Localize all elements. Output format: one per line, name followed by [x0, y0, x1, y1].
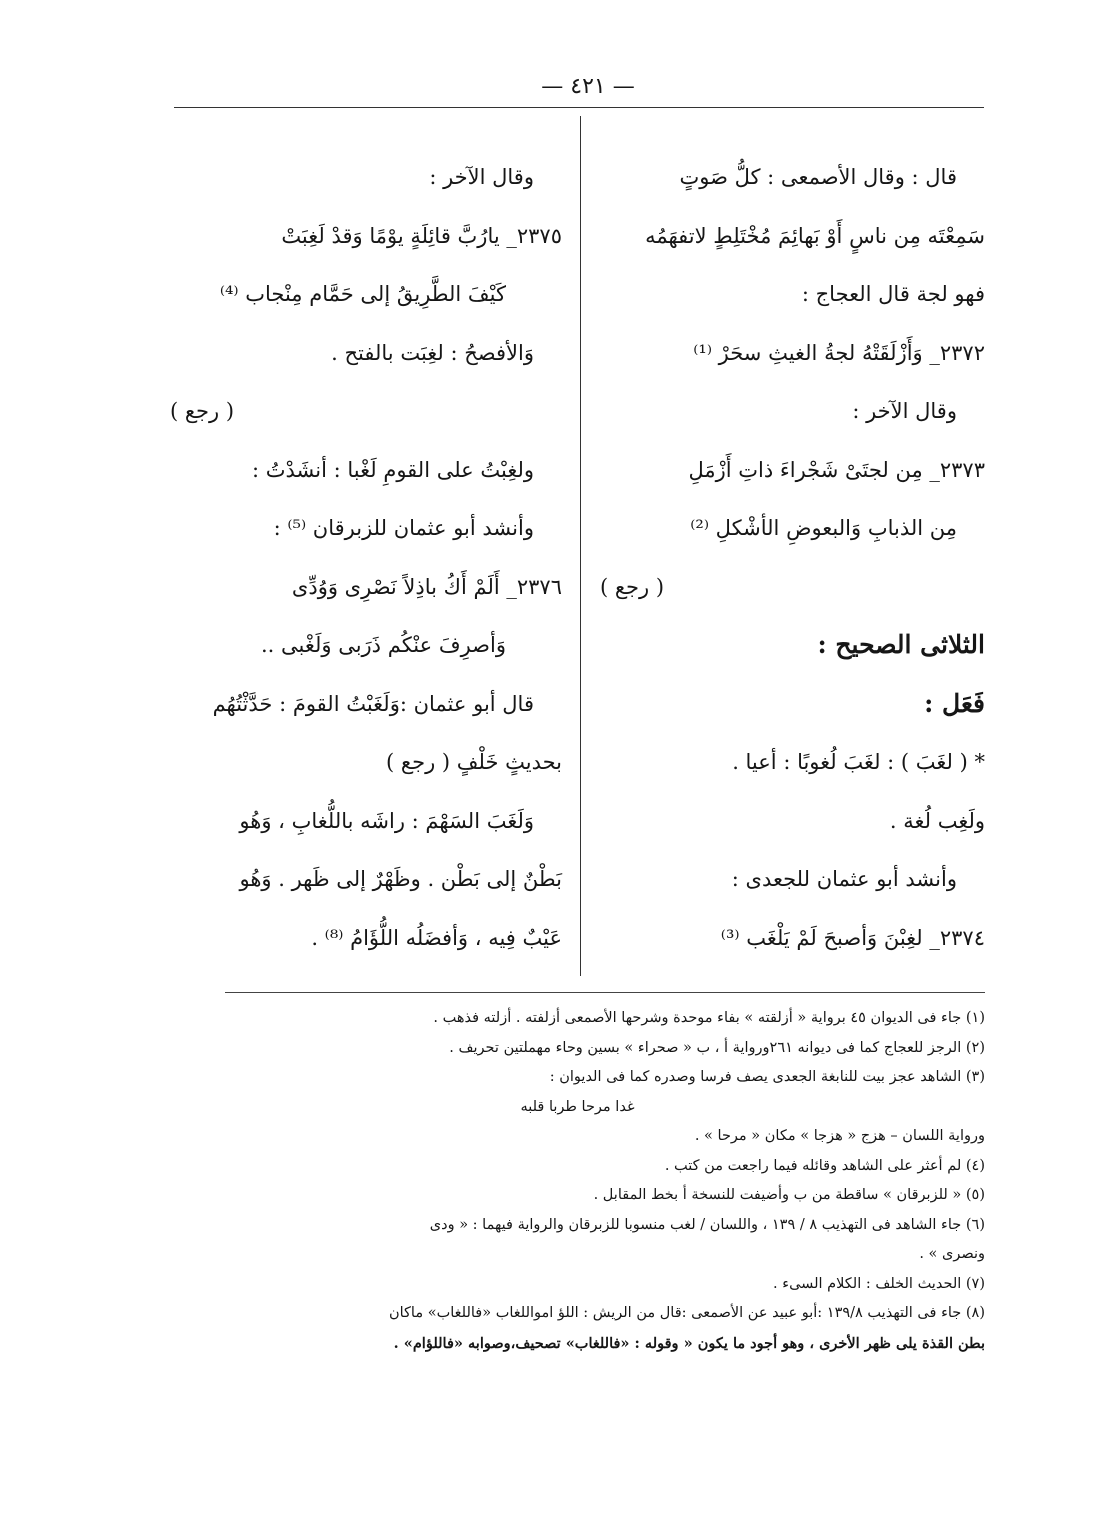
footnotes	[170, 1004, 985, 1358]
text-line: ٢٣٧٣_ مِن لجتَىْ شَجْراءَ ذاتِ أَزْمَلِ	[688, 457, 985, 482]
text-line: ( رجع )	[600, 574, 665, 599]
header-rule	[174, 107, 984, 108]
text-line: وأنشد أبو عثمان للزبرقان ⁽⁵⁾ :	[273, 516, 534, 540]
text-line: عَيْبٌ فِيه ، وَأفضَلُه اللُّؤَامُ ⁽⁸⁾ .	[311, 925, 562, 950]
text-line: قال : وقال الأصمعى : كلُّ صَوتٍ	[679, 165, 957, 189]
footnote-line: ونصرى » .	[919, 1246, 985, 1262]
text-line: وَأصرِفَ عنْكُم ذَرَبى وَلَغْبى ..	[260, 633, 506, 657]
footnote-line: (٥) « للزبرقان » ساقطة من ب وأضيفت للنسخة أ بخط المقابل .	[593, 1187, 985, 1203]
footnote-rule	[225, 992, 985, 993]
footnote-line: (٧) الحديث الخلف : الكلام السىء .	[773, 1275, 985, 1292]
right-column	[600, 148, 985, 967]
text-line: وقال الآخر :	[429, 165, 534, 189]
text-line: ولغِبْتُ على القومِ لَغْبا : أنشَدْتُ :	[252, 457, 534, 482]
text-line: فهو لجة قال العجاج :	[801, 282, 985, 306]
text-line: ٢٣٧٥_ يارُبَّ قائِلَةٍ يوْمًا وَقدْ لَغِبَتْ	[281, 223, 562, 248]
left-column	[170, 148, 562, 967]
page-number: — ٤٢١ —	[541, 74, 635, 99]
footnote-line: بطن القذة يلى ظهر الأخرى ، وهو أجود ما يكون « وقوله : «فاللغاب» تصحيف،وصوابه «فاللؤام» .	[393, 1334, 985, 1352]
text-line: وَالأفصحُ : لغِبَت بالفتح .	[331, 340, 534, 365]
footnote-line: (٦) جاء الشاهد فى التهذيب ٨ / ١٣٩ ، واللسان / لغب منسوبا للزبرقان والرواية فيهما : « ودى	[429, 1216, 985, 1233]
text-line: ولَغِب لُغة .	[889, 808, 985, 833]
text-line: فَعَل :	[924, 688, 985, 718]
text-line: قال أبو عثمان :وَلَغَبْتُ القومَ : حَدَّثْتُهُم	[212, 691, 534, 716]
text-line: بَطْنٌ إلى بَطْن . وظَهْرٌ إلى ظَهر . وَهُو	[239, 867, 562, 891]
footnote-line: ورواية اللسان – هزج « هزجا » مكان « مرحا » .	[694, 1128, 985, 1144]
text-line: سَمِعْتَه مِن ناسٍ أَوْ بَهائِمَ مُخْتَلِطٍ لاتفهَمُه	[645, 223, 985, 248]
footnote-line: (١) جاء فى الديوان ٤٥ برواية « أزلقته » بفاء موحدة وشرحها الأصمعى أزلفته . أزلته فذهب .	[433, 1010, 985, 1026]
text-line: وَلَغَبَ السَهْمَ : راشَه باللُّغابِ ، وَهُو	[239, 808, 534, 833]
footnote-line: (٨) جاء فى التهذيب ١٣٩/٨ :أبو عبيد عن الأصمعى :قال من الريش : اللؤ امواللغاب «فاللغاب» ماكان	[388, 1305, 985, 1321]
text-line: بحديثٍ خَلْفٍ ( رجع )	[386, 750, 562, 774]
text-line: الثلاثى الصحيح :	[817, 630, 985, 659]
text-line: ( رجع )	[170, 399, 235, 423]
text-line: مِن الذبابِ وَالبعوضِ الأشْكلِ ⁽²⁾	[690, 516, 957, 540]
text-line: * ( لغَبَ ) : لغَبَ لُغوبًا : أعيا .	[732, 750, 985, 774]
text-line: وقال الآخر :	[852, 399, 957, 423]
text-line: ٢٣٧٢_ وَأَزْلَقَتْهُ لجةُ الغيثِ سحَرْ ⁽¹⁾	[693, 340, 985, 365]
text-line: كَيْفَ الطَّرِيقُ إلى حَمَّام مِنْجاب ⁽⁴⁾	[219, 282, 506, 306]
text-line: ٢٣٧٦_ أَلَمْ أَكُ باذِلاً نَصْرِى وَوُدِّى	[291, 574, 562, 599]
footnote-line: (٤) لم أعثر على الشاهد وقائله فيما راجعت من كتب .	[664, 1157, 985, 1174]
text-line: ٢٣٧٤_ لغِبْنَ وَأصبحَ لَمْ يَلْغَب ⁽³⁾	[720, 925, 985, 950]
text-line: وأنشد أبو عثمان للجعدى :	[731, 867, 957, 891]
footnote-line: (٣) الشاهد عجز بيت للنابغة الجعدى يصف فرسا وصدره كما فى الديوان :	[549, 1069, 985, 1085]
footnote-line: (٢) الرجز للعجاج كما فى ديوانه ٢٦١ورواية أ ، ب « صحراء » بسين وحاء مهملتين تحريف .	[449, 1039, 985, 1056]
footnote-line: غدا مرحا طربا قلبه	[520, 1098, 635, 1115]
column-divider	[580, 116, 581, 976]
